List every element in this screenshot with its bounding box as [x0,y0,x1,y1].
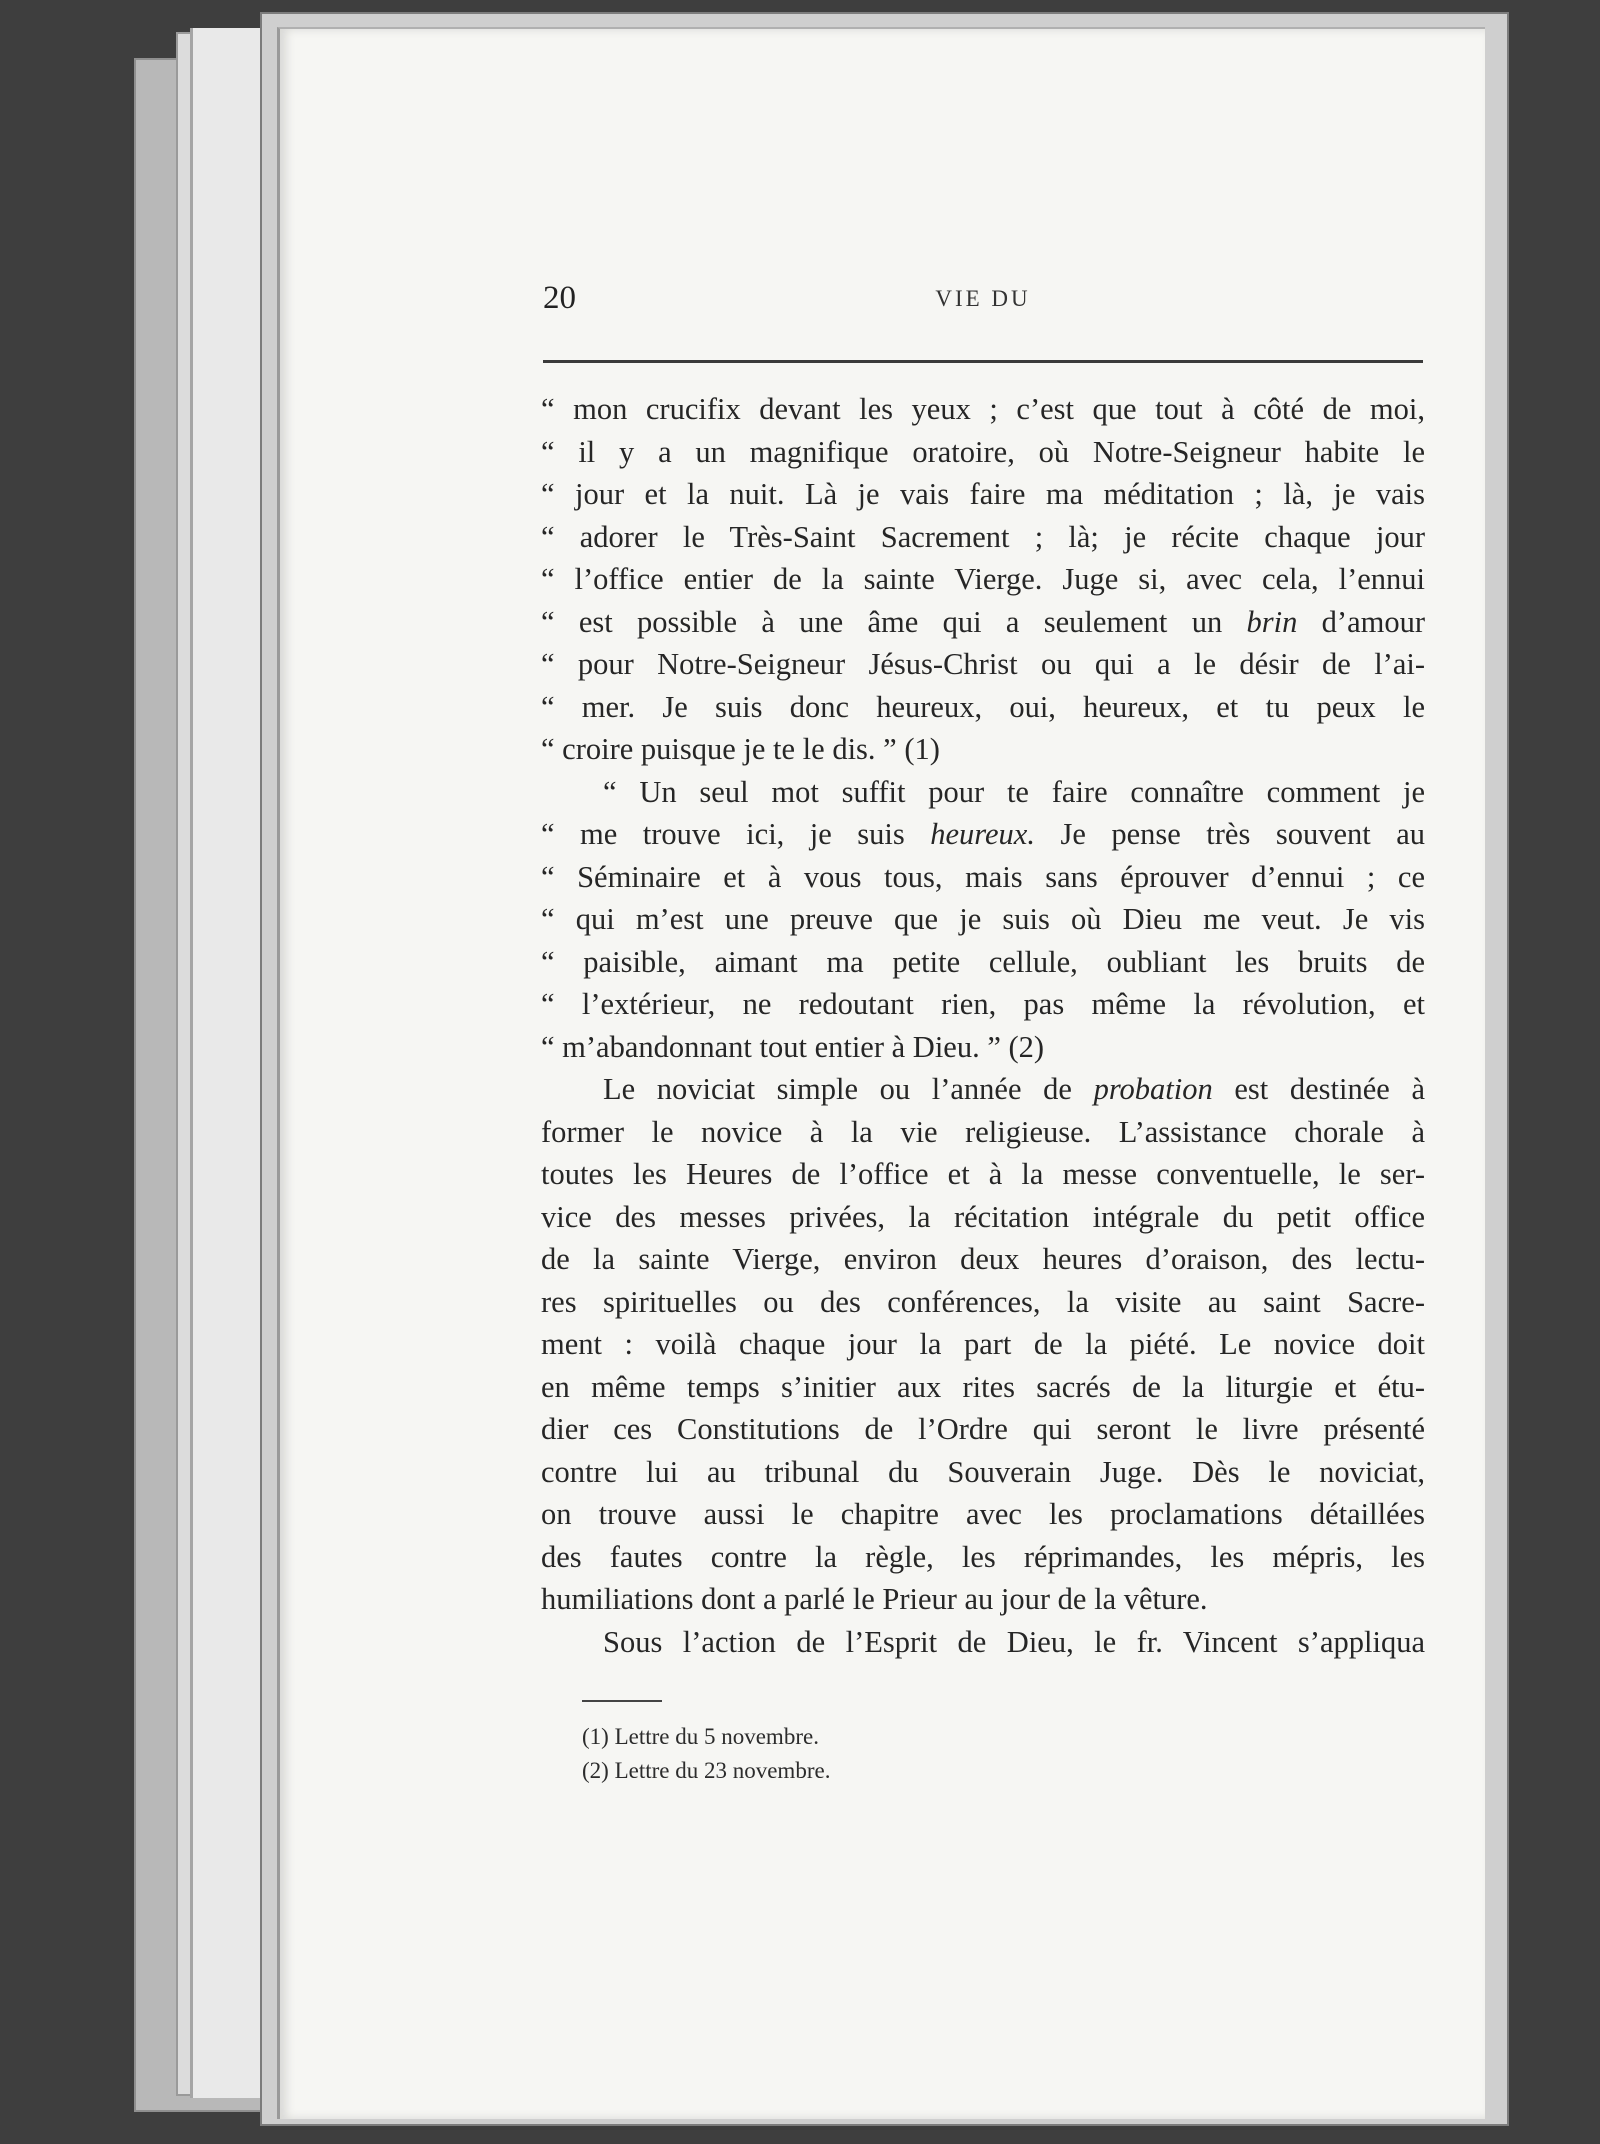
text-line: res spirituelles ou des conférences, la visite au saint Sacre- [541,1284,1425,1319]
text-segment: “ est possible à une âme qui a seulement un [541,604,1247,639]
text-line: former le novice à la vie religieuse. L’assistance chorale à [541,1114,1425,1149]
text-line: “ pour Notre-Seigneur Jésus-Christ ou qui a le désir de l’ai- [541,647,1425,681]
text-line: contre lui au tribunal du Souverain Juge. Dès le noviciat, [541,1454,1425,1489]
text-line: “ mer. Je suis donc heureux, oui, heureux, et tu peux le [541,689,1425,724]
text-line: ment : voilà chaque jour la part de la piété. Le novice doit [541,1327,1425,1361]
text-line: Sous l’action de l’Esprit de Dieu, le fr. Vincent s’appliqua [603,1624,1425,1659]
italic-word: heureux. [930,817,1035,851]
text-line: vice des messes privées, la récitation intégrale du petit office [541,1199,1425,1234]
footnotes [582,1720,1182,1788]
page-number: 20 [543,280,576,316]
text-line: des fautes contre la règle, les réprimandes, les mépris, les [541,1539,1425,1574]
footnote: (1) Lettre du 5 novembre. [582,1724,819,1749]
text-segment: Le noviciat simple ou l’année de [603,1072,1094,1106]
text-line: on trouve aussi le chapitre avec les proclamations détaillées [541,1497,1425,1531]
text-segment: Je pense très souvent au [1034,817,1425,851]
text-line [541,1068,1425,1111]
text-line [541,601,1425,644]
text-line: “ m’abandonnant tout entier à Dieu. ” (2) [541,1029,1045,1064]
text-line: en même temps s’initier aux rites sacrés de la liturgie et étu- [541,1369,1425,1404]
text-line: dier ces Constitutions de l’Ordre qui seront le livre présenté [541,1412,1425,1446]
italic-word: brin [1246,604,1298,639]
body-text [541,388,1425,1663]
text-line: toutes les Heures de l’office et à la messe conventuelle, le ser- [541,1157,1425,1191]
text-segment: d’amour [1297,604,1425,639]
text-line: “ qui m’est une preuve que je suis où Dieu me veut. Je vis [541,902,1425,936]
running-head [543,280,1423,330]
text-line: “ l’office entier de la sainte Vierge. Juge si, avec cela, l’ennui [541,562,1425,596]
text-line: de la sainte Vierge, environ deux heures d’oraison, des lectu- [541,1242,1425,1276]
footnote-rule [582,1700,662,1702]
text-line: “ il y a un magnifique oratoire, où Notre-Seigneur habite le [541,434,1425,469]
text-line: “ mon crucifix devant les yeux ; c’est que tout à côté de moi, [541,392,1425,426]
text-line: “ adorer le Très-Saint Sacrement ; là; je récite chaque jour [541,519,1425,554]
text-line: “ croire puisque je te le dis. ” (1) [541,732,940,766]
text-line: “ l’extérieur, ne redoutant rien, pas même la révolution, et [541,987,1425,1021]
italic-word: probation [1093,1072,1213,1106]
text-line [541,813,1425,856]
text-line: “ jour et la nuit. Là je vais faire ma méditation ; là, je vais [541,477,1425,511]
text-segment: est destinée à [1212,1072,1425,1106]
text-segment: “ me trouve ici, je suis [541,817,931,851]
header-rule [543,360,1423,363]
text-line: humiliations dont a parlé le Prieur au jour de la vêture. [541,1582,1208,1616]
text-line: “ paisible, aimant ma petite cellule, oubliant les bruits de [541,944,1425,979]
text-line: “ Un seul mot suffit pour te faire connaître comment je [603,774,1425,809]
footnote: (2) Lettre du 23 novembre. [582,1758,831,1783]
text-line: “ Séminaire et à vous tous, mais sans éprouver d’ennui ; ce [541,859,1425,894]
running-title: VIE DU [935,286,1031,311]
